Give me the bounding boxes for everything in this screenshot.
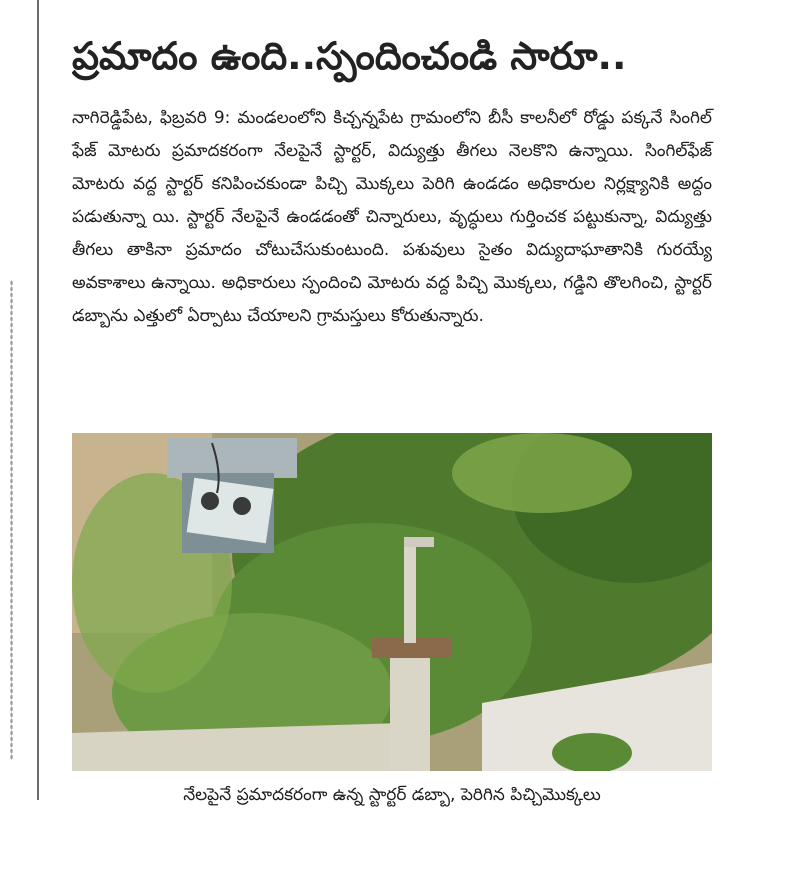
- article-headline: ప్రమాదం ఉంది..స్పందించండి సారూ..: [72, 34, 627, 78]
- column-dot-rule: [10, 280, 13, 760]
- article-body: నాగిరెడ్డిపేట, ఫిబ్రవరి 9: మండలంలోని కిచ్చన్నపేట గ్రామంలోని బీసీ కాలనీలో రోడ్డు పక్కనే సింగిల్ ఫేజ్ మోటరు ప్రమాదకరంగా నేలపైనే స్టార్టర్, విద్యుత్తు తీగలు నెలకొని ఉన్నాయి. సింగిల్‌ఫేజ్ మోటరు వద్ద స్టార్టర్ కనిపించకుండా పిచ్చి మొక్కలు పెరిగి ఉండడం అధికారుల నిర్లక్ష్యానికి అద్దం పడుతున్నా యి. స్టార్టర్ నేలపైనే ఉండడంతో చిన్నారులు, వృద్ధులు గుర్తించక పట్టుకున్నా, విద్యుత్తు తీగలు తాకినా ప్రమాదం చోటుచేసుకుంటుంది. పశువులు సైతం విద్యుదాఘాతానికి గురయ్యే అవకాశాలు ఉన్నాయి. అధికారులు స్పందించి మోటరు వద్ద పిచ్చి మొక్కలు, గడ్డిని తొలగించి, స్టార్టర్ డబ్బాను ఎత్తులో ఏర్పాటు చేయాలని గ్రామస్తులు కోరుతున్నారు.: [72, 108, 718, 326]
- photo-caption: నేలపైనే ప్రమాదకరంగా ఉన్న స్టార్టర్ డబ్బా, పెరిగిన పిచ్చిమొక్కలు: [183, 785, 601, 805]
- article-photo: [72, 433, 712, 771]
- starter-box-photo: [72, 433, 712, 771]
- column-divider: [37, 0, 39, 800]
